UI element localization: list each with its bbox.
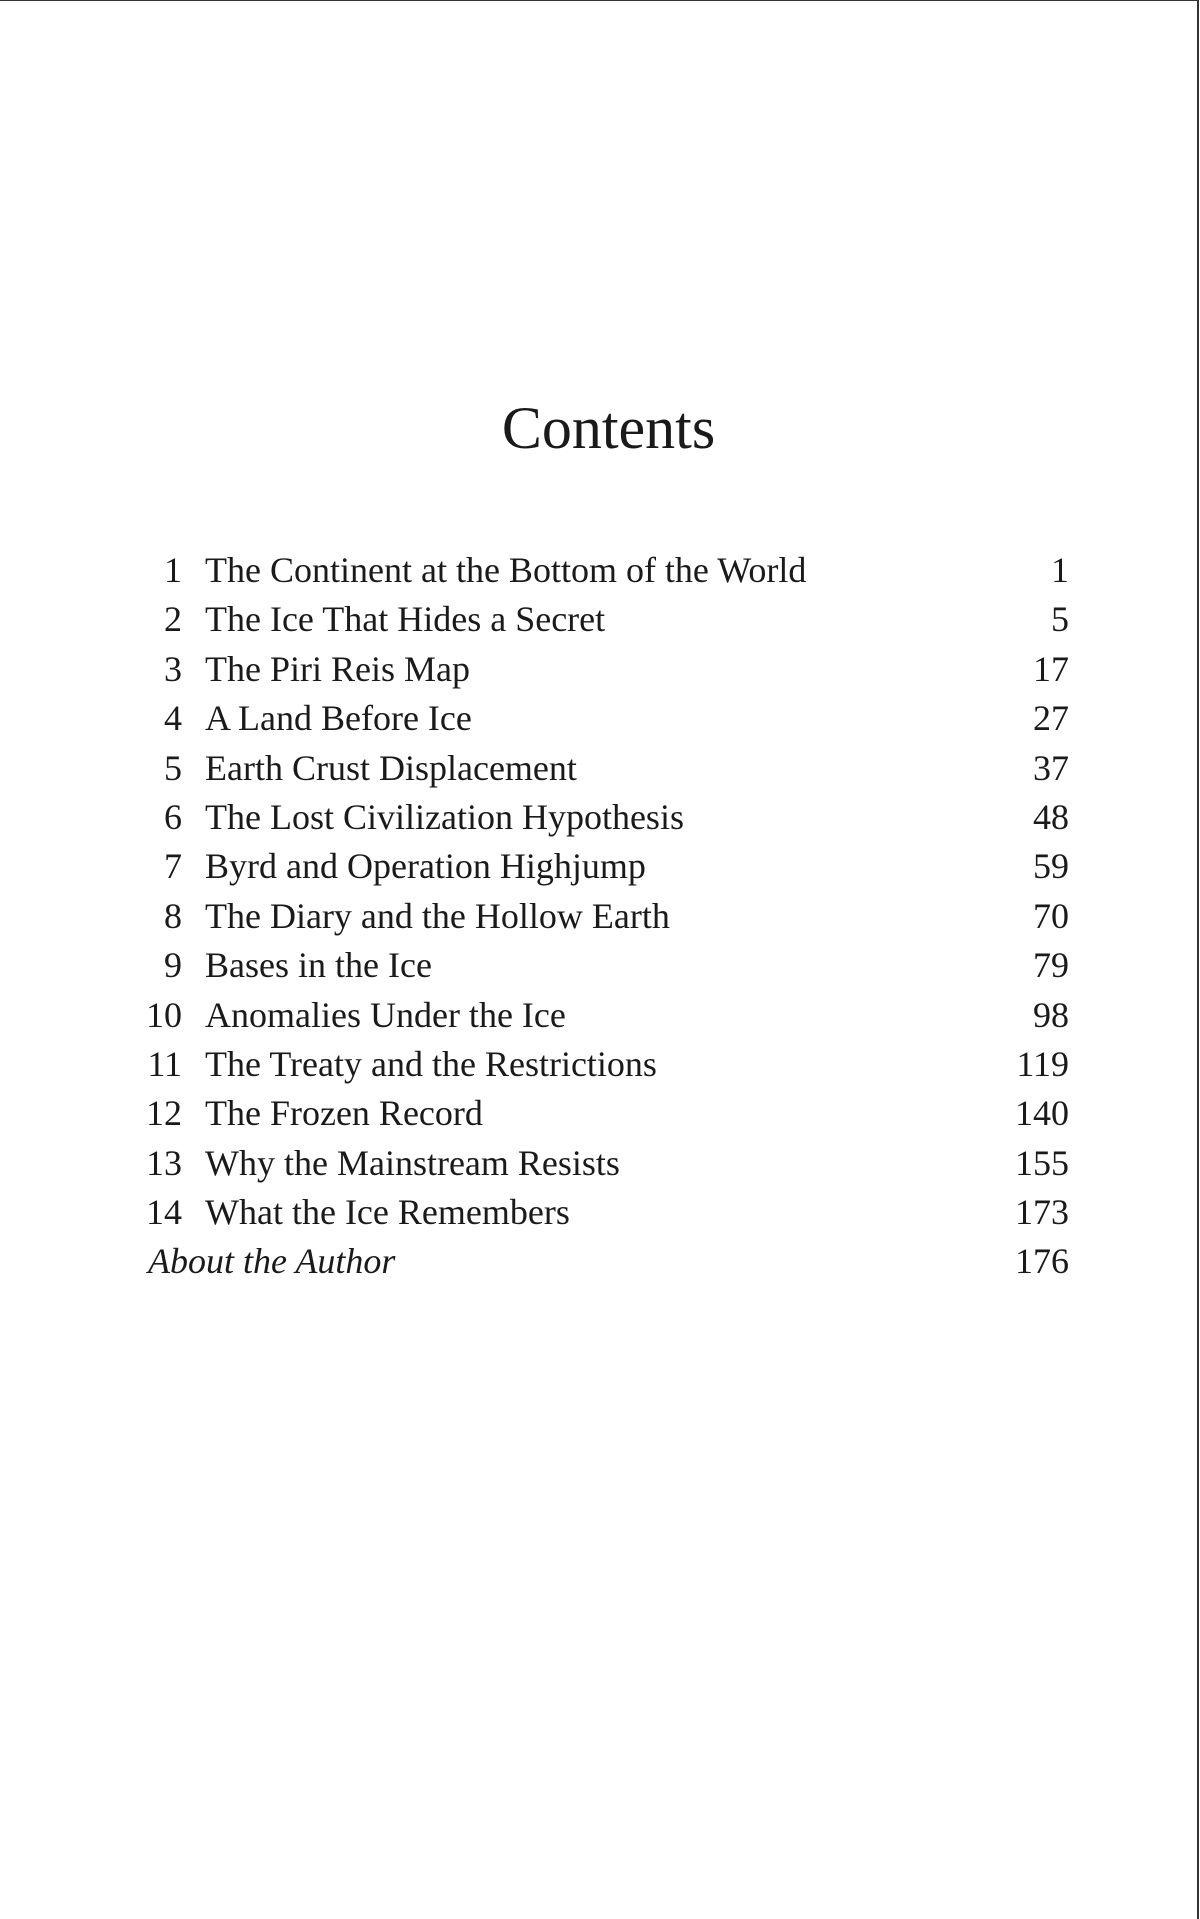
table-of-contents: [145, 546, 1069, 1287]
chapter-number: 13: [146, 1142, 182, 1183]
toc-entry[interactable]: [145, 1139, 1069, 1188]
chapter-title: A Land Before Ice: [205, 698, 472, 739]
chapter-title: Why the Mainstream Resists: [205, 1142, 620, 1183]
chapter-number: 12: [146, 1093, 182, 1134]
chapter-title: The Lost Civilization Hypothesis: [205, 796, 684, 837]
toc-entry[interactable]: [145, 1089, 1069, 1138]
chapter-title: The Treaty and the Restrictions: [205, 1043, 657, 1084]
page-number: 1: [1051, 550, 1069, 590]
page-number: 98: [1033, 994, 1069, 1035]
chapter-title: Bases in the Ice: [205, 945, 432, 986]
toc-entry[interactable]: [145, 892, 1069, 941]
chapter-title: What the Ice Remembers: [205, 1192, 570, 1233]
page-number: 155: [1015, 1142, 1069, 1183]
chapter-number: 6: [164, 796, 182, 837]
chapter-number: 11: [147, 1043, 182, 1084]
page-number: 5: [1051, 599, 1069, 640]
chapter-title: The Piri Reis Map: [205, 648, 470, 689]
page-top-border: [0, 0, 1198, 1]
chapter-title: Anomalies Under the Ice: [205, 994, 566, 1035]
toc-entry[interactable]: [145, 694, 1069, 743]
page-number: 27: [1033, 698, 1069, 739]
chapter-number: 5: [164, 747, 182, 788]
chapter-title: The Continent at the Bottom of the World: [205, 550, 807, 590]
toc-entry[interactable]: [145, 991, 1069, 1040]
back-matter-title: About the Author: [148, 1241, 396, 1282]
page-title: Contents: [501, 395, 716, 461]
chapter-title: The Ice That Hides a Secret: [205, 599, 606, 640]
page-number: 17: [1033, 648, 1069, 689]
page-number: 37: [1033, 747, 1069, 788]
chapter-number: 7: [164, 846, 182, 887]
page-number: 176: [1015, 1241, 1069, 1282]
chapter-number: 1: [164, 550, 182, 590]
page-number: 140: [1015, 1093, 1069, 1134]
toc-entry[interactable]: [145, 595, 1069, 644]
toc-entry[interactable]: [145, 645, 1069, 694]
chapter-number: 3: [164, 648, 182, 689]
page-number: 79: [1033, 945, 1069, 986]
page-right-border: [1197, 0, 1199, 1919]
toc-entry[interactable]: [145, 1188, 1069, 1237]
toc-entry[interactable]: [145, 941, 1069, 990]
page-number: 119: [1016, 1043, 1069, 1084]
toc-entry[interactable]: [145, 842, 1069, 891]
page-number: 59: [1033, 846, 1069, 887]
chapter-title: Byrd and Operation Highjump: [205, 846, 646, 887]
page-number: 70: [1033, 895, 1069, 936]
chapter-number: 14: [146, 1192, 182, 1233]
chapter-number: 10: [146, 994, 182, 1035]
chapter-title: The Frozen Record: [205, 1093, 483, 1134]
chapter-title: The Diary and the Hollow Earth: [205, 895, 670, 936]
toc-entry[interactable]: [145, 793, 1069, 842]
toc-entry[interactable]: [145, 744, 1069, 793]
page-number: 48: [1033, 796, 1069, 837]
chapter-number: 8: [164, 895, 182, 936]
chapter-number: 9: [164, 945, 182, 986]
chapter-number: 4: [164, 698, 182, 739]
toc-back-matter-entry[interactable]: [145, 1237, 1069, 1286]
toc-entry[interactable]: [145, 546, 1069, 595]
chapter-number: 2: [164, 599, 182, 640]
page-number: 173: [1015, 1192, 1069, 1233]
toc-entry[interactable]: [145, 1040, 1069, 1089]
chapter-title: Earth Crust Displacement: [205, 747, 577, 788]
